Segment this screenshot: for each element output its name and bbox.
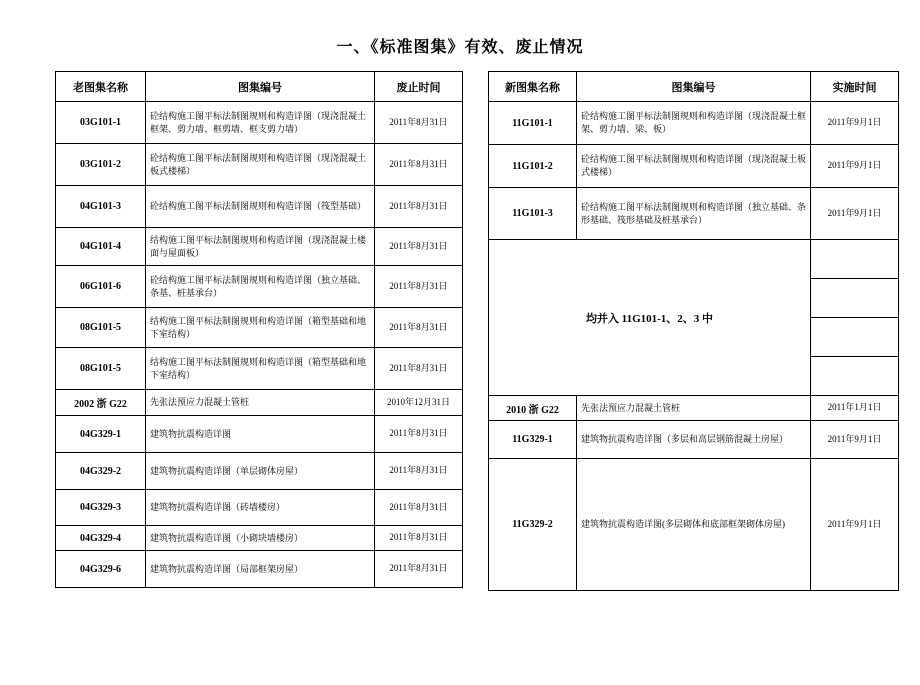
atlas-code: 04G329-1 xyxy=(56,416,146,453)
atlas-title: 结构施工图平标法制图规则和构造详图（现浇混凝土楼面与屋面板） xyxy=(146,228,375,266)
table-header-row xyxy=(489,72,899,102)
merged-into-note: 均并入 11G101-1、2、3 中 xyxy=(489,240,811,396)
abolish-date: 2011年8月31日 xyxy=(375,490,463,526)
atlas-code: 11G329-1 xyxy=(489,421,577,459)
old-header-code: 图集编号 xyxy=(146,72,375,102)
atlas-title: 结构施工图平标法制图规则和构造详图（箱型基础和地下室结构） xyxy=(146,348,375,390)
implement-date: 2011年9月1日 xyxy=(811,421,899,459)
empty-date-cell xyxy=(811,318,899,357)
atlas-code: 04G329-4 xyxy=(56,526,146,551)
table-row xyxy=(56,144,463,186)
document-page xyxy=(0,34,920,591)
abolish-date: 2011年8月31日 xyxy=(375,186,463,228)
atlas-code: 04G329-6 xyxy=(56,551,146,588)
empty-date-cell xyxy=(811,357,899,396)
atlas-code: 11G101-1 xyxy=(489,102,577,145)
atlas-title: 砼结构施工图平标法制图规则和构造详图（现浇混凝土板式楼梯） xyxy=(146,144,375,186)
table-row xyxy=(56,390,463,416)
atlas-title: 结构施工图平标法制图规则和构造详图（箱型基础和地下室结构） xyxy=(146,308,375,348)
atlas-code: 08G101-5 xyxy=(56,308,146,348)
implement-date: 2011年1月1日 xyxy=(811,396,899,421)
abolish-date: 2011年8月31日 xyxy=(375,228,463,266)
atlas-title: 建筑物抗震构造详图 xyxy=(146,416,375,453)
new-header-code: 图集编号 xyxy=(577,72,811,102)
atlas-code: 08G101-5 xyxy=(56,348,146,390)
atlas-title: 砼结构施工图平标法制图规则和构造详图（筏型基础） xyxy=(146,186,375,228)
abolish-date: 2010年12月31日 xyxy=(375,390,463,416)
empty-date-cell xyxy=(811,240,899,279)
atlas-title: 建筑物抗震构造详图（小砌块墙楼房） xyxy=(146,526,375,551)
atlas-code: 04G329-2 xyxy=(56,453,146,490)
abolish-date: 2011年8月31日 xyxy=(375,348,463,390)
page-title: 一、《标准图集》有效、废止情况 xyxy=(336,39,584,56)
table-row xyxy=(56,416,463,453)
abolish-date: 2011年8月31日 xyxy=(375,266,463,308)
abolish-date: 2011年8月31日 xyxy=(375,526,463,551)
table-row xyxy=(56,186,463,228)
abolish-date: 2011年8月31日 xyxy=(375,144,463,186)
table-row xyxy=(56,348,463,390)
atlas-title: 砼结构施工图平标法制图规则和构造详图（现浇混凝土板式楼梯） xyxy=(577,145,811,188)
atlas-title: 建筑物抗震构造详图（单层砌体房屋） xyxy=(146,453,375,490)
table-row xyxy=(56,453,463,490)
table-row xyxy=(489,421,899,459)
abolish-date: 2011年8月31日 xyxy=(375,453,463,490)
table-row xyxy=(56,266,463,308)
table-row xyxy=(489,145,899,188)
implement-date: 2011年9月1日 xyxy=(811,145,899,188)
atlas-title: 砼结构施工图平标法制图规则和构造详图（独立基础、条形基础、筏形基础及桩基承台） xyxy=(577,188,811,240)
atlas-title: 先张法预应力混凝土管桩 xyxy=(146,390,375,416)
table-row xyxy=(56,308,463,348)
atlas-code: 04G101-4 xyxy=(56,228,146,266)
implement-date: 2011年9月1日 xyxy=(811,102,899,145)
new-atlas-table xyxy=(488,71,899,591)
table-row xyxy=(489,459,899,591)
table-header-row xyxy=(56,72,463,102)
table-row xyxy=(56,228,463,266)
atlas-code: 04G101-3 xyxy=(56,186,146,228)
atlas-code: 03G101-1 xyxy=(56,102,146,144)
atlas-code: 03G101-2 xyxy=(56,144,146,186)
table-row xyxy=(489,188,899,240)
new-header-date: 实施时间 xyxy=(811,72,899,102)
table-row xyxy=(489,240,899,279)
table-row xyxy=(56,526,463,551)
new-header-name: 新图集名称 xyxy=(489,72,577,102)
atlas-code: 2002 浙 G22 xyxy=(56,390,146,416)
atlas-title: 先张法预应力混凝土管桩 xyxy=(577,396,811,421)
atlas-code: 06G101-6 xyxy=(56,266,146,308)
atlas-title: 建筑物抗震构造详图(多层砌体和底部框架砌体房屋) xyxy=(577,459,811,591)
atlas-code: 04G329-3 xyxy=(56,490,146,526)
atlas-title: 建筑物抗震构造详图（多层和高层钢筋混凝土房屋） xyxy=(577,421,811,459)
atlas-title: 建筑物抗震构造详图（局部框架房屋） xyxy=(146,551,375,588)
abolish-date: 2011年8月31日 xyxy=(375,102,463,144)
table-row xyxy=(489,396,899,421)
old-atlas-table xyxy=(55,71,463,588)
atlas-code: 11G101-2 xyxy=(489,145,577,188)
atlas-code: 11G329-2 xyxy=(489,459,577,591)
table-row xyxy=(56,490,463,526)
atlas-title: 砼结构施工图平标法制图规则和构造详图（现浇混凝土框架、剪力墙、梁、板） xyxy=(577,102,811,145)
implement-date: 2011年9月1日 xyxy=(811,459,899,591)
old-header-date: 废止时间 xyxy=(375,72,463,102)
abolish-date: 2011年8月31日 xyxy=(375,551,463,588)
table-row xyxy=(56,551,463,588)
implement-date: 2011年9月1日 xyxy=(811,188,899,240)
table-row xyxy=(56,102,463,144)
abolish-date: 2011年8月31日 xyxy=(375,416,463,453)
atlas-code: 11G101-3 xyxy=(489,188,577,240)
table-row xyxy=(489,102,899,145)
tables-container xyxy=(0,71,920,591)
old-header-name: 老图集名称 xyxy=(56,72,146,102)
atlas-title: 建筑物抗震构造详图（砖墙楼房） xyxy=(146,490,375,526)
atlas-title: 砼结构施工图平标法制图规则和构造详图（现浇混凝土框架、剪力墙、框剪墙、框支剪力墙） xyxy=(146,102,375,144)
atlas-title: 砼结构施工图平标法制图规则和构造详图（独立基础、条基、桩基承台） xyxy=(146,266,375,308)
abolish-date: 2011年8月31日 xyxy=(375,308,463,348)
empty-date-cell xyxy=(811,279,899,318)
atlas-code: 2010 浙 G22 xyxy=(489,396,577,421)
